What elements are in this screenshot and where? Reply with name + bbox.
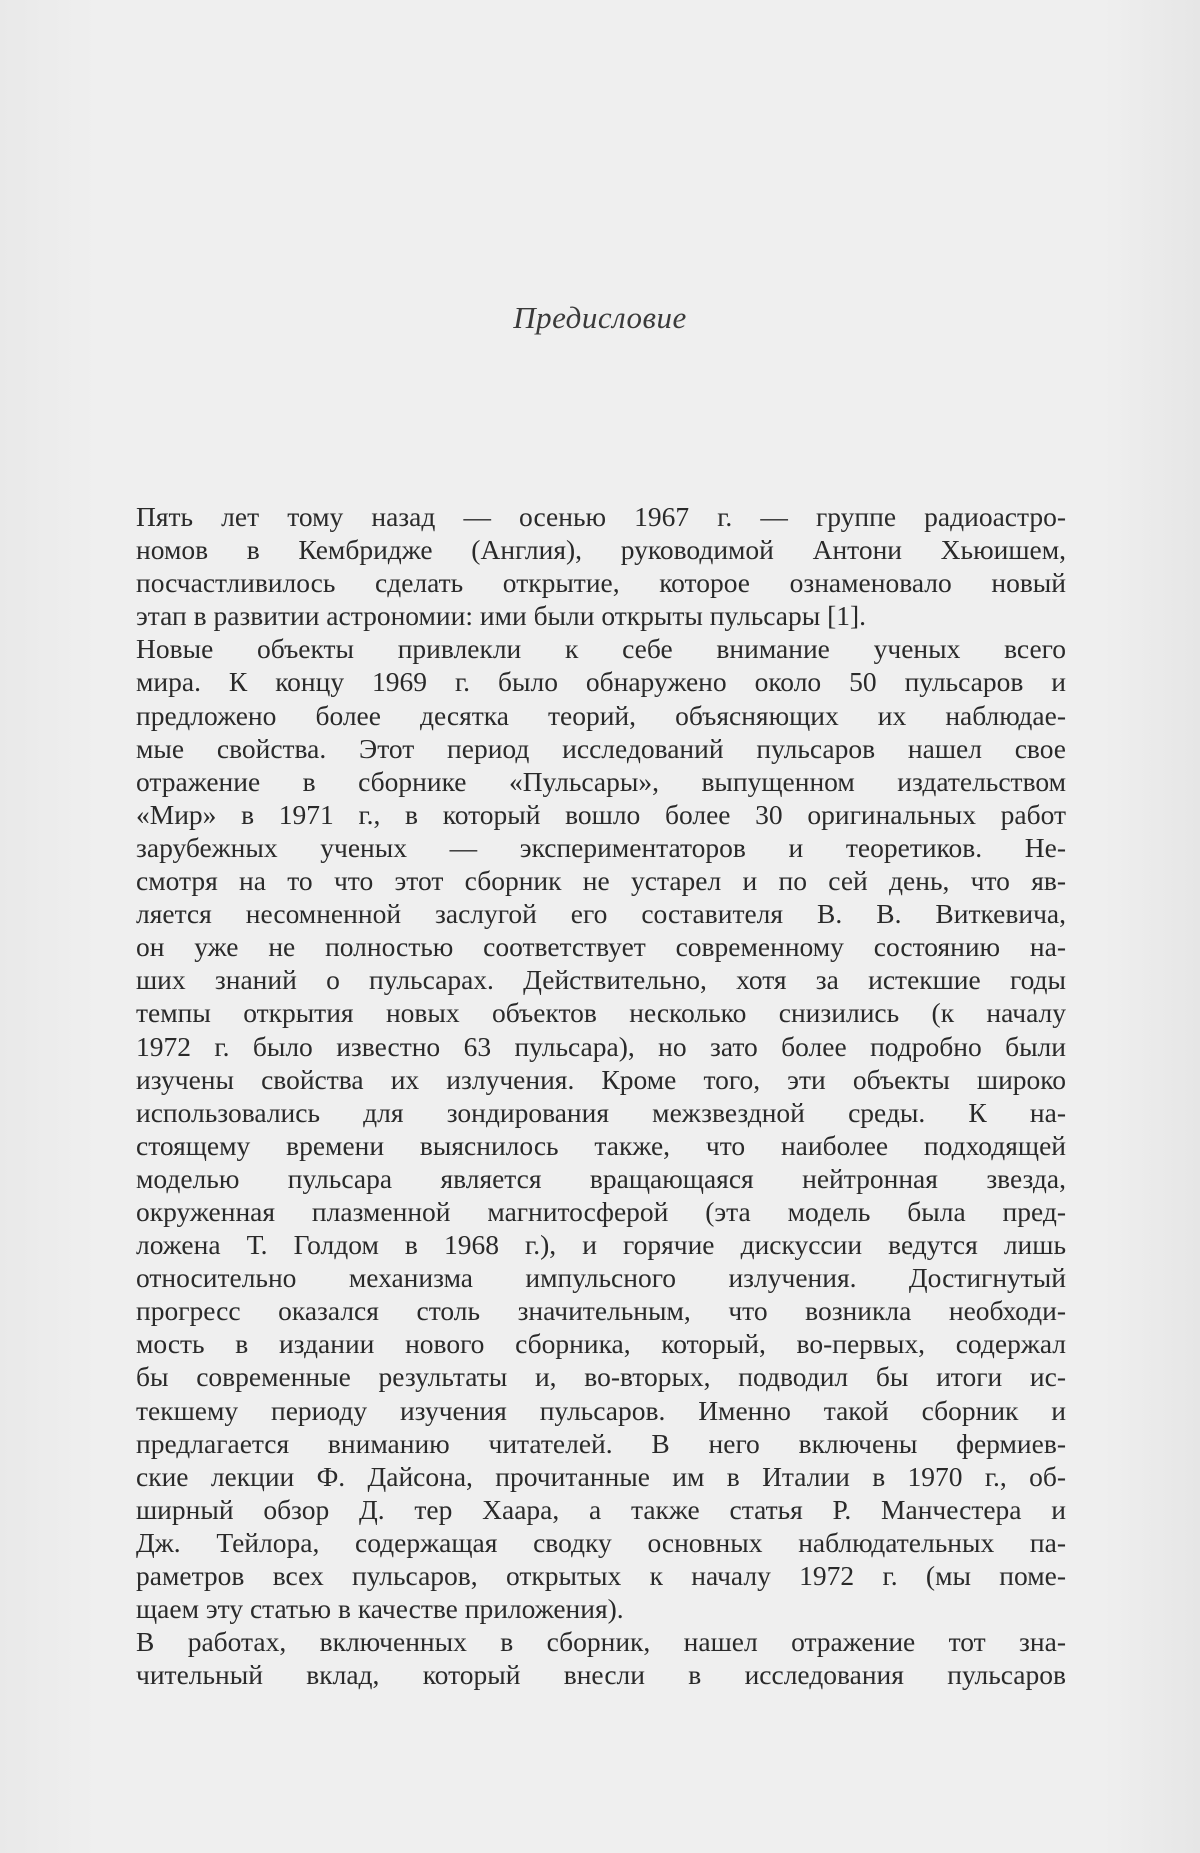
text-line: прогресс оказался столь значительным, что возникла необходи- (136, 1295, 1066, 1327)
text-line: предложено более десятка теорий, объясняющих их наблюдае- (136, 699, 1066, 731)
text-line: окруженная плазменной магнитосферой (эта модель была пред- (136, 1195, 1066, 1227)
text-line: мые свойства. Этот период исследований пульсаров нашел свое (136, 732, 1066, 764)
text-line: темпы открытия новых объектов несколько снизились (к началу (136, 997, 1066, 1029)
text-line: В работах, включенных в сборник, нашел отражение тот зна- (136, 1626, 1066, 1658)
text-line: изучены свойства их излучения. Кроме того, эти объекты широко (136, 1063, 1066, 1095)
text-line: моделью пульсара является вращающаяся нейтронная звезда, (136, 1162, 1066, 1194)
text-line: ших знаний о пульсарах. Действительно, хотя за истекшие годы (136, 964, 1066, 996)
text-line: ложена Т. Голдом в 1968 г.), и горячие дискуссии ведутся лишь (136, 1229, 1066, 1261)
text-line: мость в издании нового сборника, который, во-первых, содержал (136, 1328, 1066, 1360)
text-line: номов в Кембридже (Англия), руководимой Антони Хьюишем, (136, 534, 1066, 566)
text-line: Новые объекты привлекли к себе внимание ученых всего (136, 633, 1066, 665)
text-line: предлагается вниманию читателей. В него включены фермиев- (136, 1427, 1066, 1459)
text-line: мира. К концу 1969 г. было обнаружено около 50 пульсаров и (136, 666, 1066, 698)
text-line: он уже не полностью соответствует современному состоянию на- (136, 931, 1066, 963)
text-line: отражение в сборнике «Пульсары», выпущенном издательством (136, 765, 1066, 797)
text-line: 1972 г. было известно 63 пульсара), но зато более подробно были (136, 1030, 1066, 1062)
text-line: ляется несомненной заслугой его составителя В. В. Виткевича, (136, 898, 1066, 930)
text-line: ширный обзор Д. тер Хаара, а также статья Р. Манчестера и (136, 1493, 1066, 1525)
text-line: использовались для зондирования межзвездной среды. К на- (136, 1096, 1066, 1128)
text-line: зарубежных ученых — экспериментаторов и теоретиков. Не- (136, 831, 1066, 863)
text-line: посчастливилось сделать открытие, которое ознаменовало новый (136, 567, 1066, 599)
text-line: бы современные результаты и, во-вторых, подводил бы итоги ис- (136, 1361, 1066, 1393)
body-text (136, 500, 1066, 1691)
text-line: раметров всех пульсаров, открытых к началу 1972 г. (мы поме- (136, 1560, 1066, 1591)
page-title: Предисловие (513, 300, 687, 335)
text-line: текшему периоду изучения пульсаров. Именно такой сборник и (136, 1394, 1066, 1426)
text-line: стоящему времени выяснилось также, что наиболее подходящей (136, 1129, 1066, 1161)
text-line: ские лекции Ф. Дайсона, прочитанные им в Италии в 1970 г., об- (136, 1460, 1066, 1492)
text-line: Пять лет тому назад — осенью 1967 г. — группе радиоастро- (136, 501, 1066, 532)
text-line: смотря на то что этот сборник не устарел и по сей день, что яв- (136, 865, 1066, 897)
text-line: этап в развитии астрономии: ими были открыты пульсары [1]. (136, 600, 867, 632)
text-line: щаем эту статью в качестве приложения). (136, 1593, 624, 1625)
text-line: чительный вклад, который внесли в исследования пульсаров (136, 1659, 1066, 1691)
text-line: Дж. Тейлора, содержащая сводку основных наблюдательных па- (136, 1526, 1066, 1558)
text-line: «Мир» в 1971 г., в который вошло более 30 оригинальных работ (136, 798, 1066, 830)
text-line: относительно механизма импульсного излучения. Достигнутый (136, 1262, 1066, 1294)
